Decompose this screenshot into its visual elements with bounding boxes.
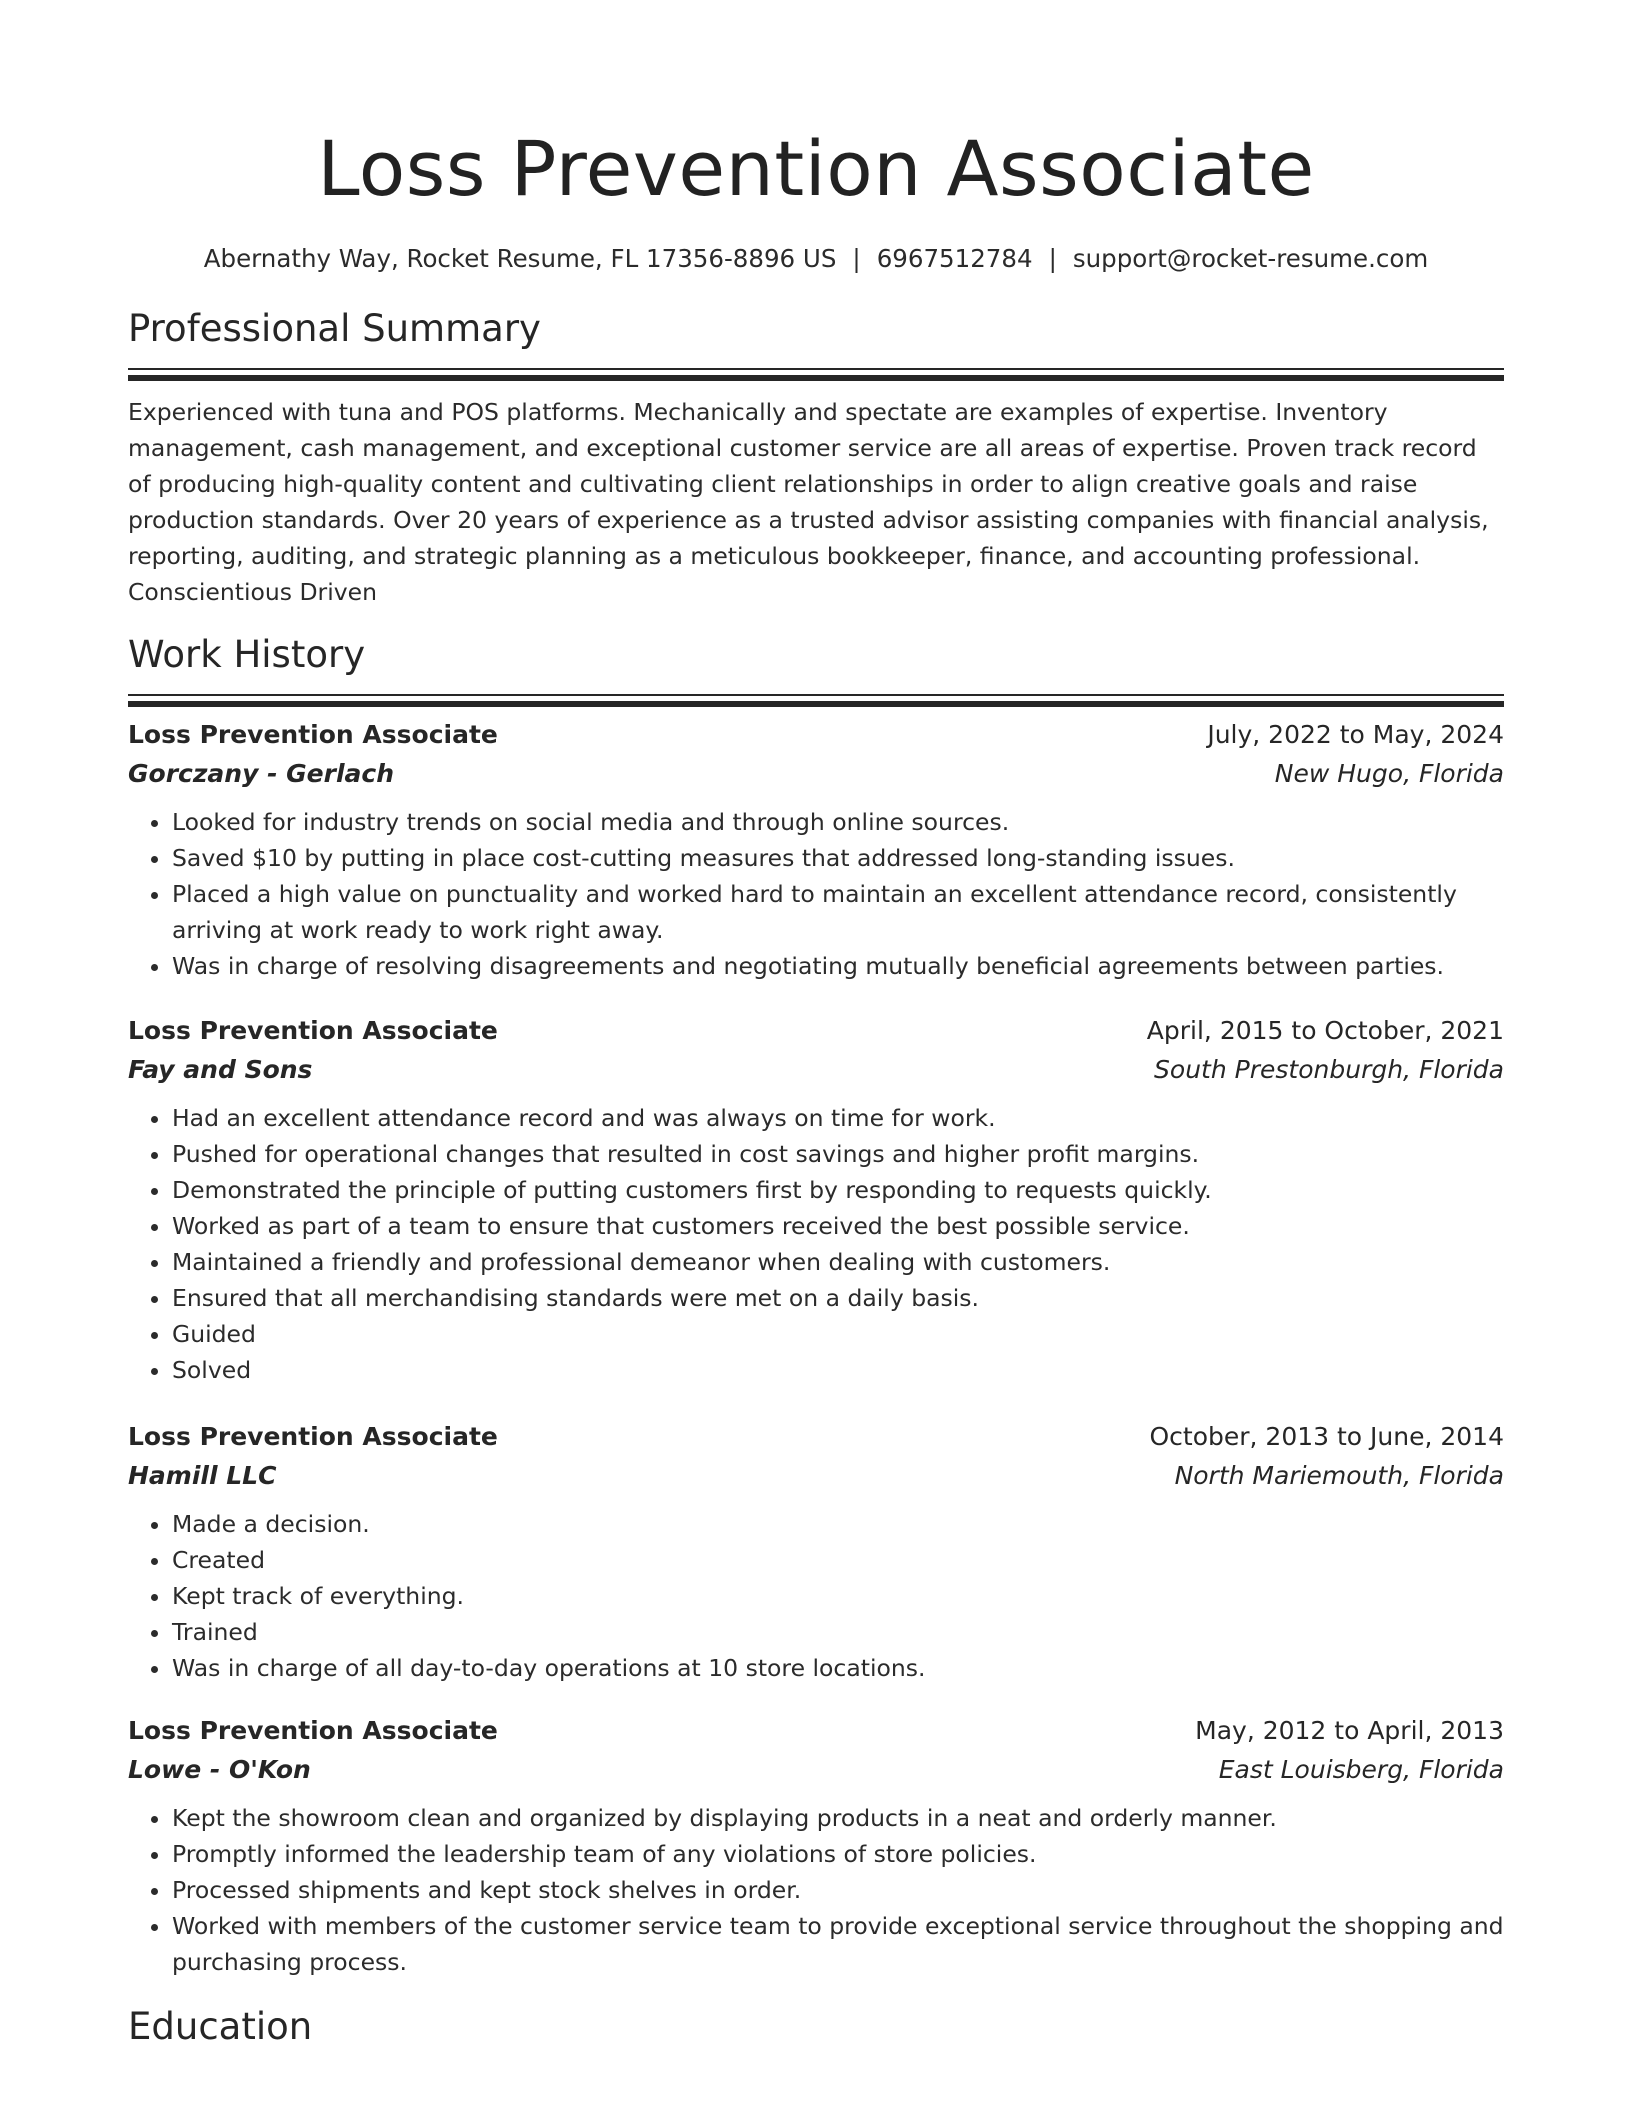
list-item: • Worked with members of the customer service team to provide exceptional service throughout the shopping and purchasing process. — [172, 1908, 1504, 1980]
list-item: • Kept track of everything. — [172, 1578, 1504, 1614]
job-header-row — [128, 716, 1504, 754]
summary-text: Experienced with tuna and POS platforms. Mechanically and spectate are examples of expertise. Inventory management, cash management, and exceptional customer service are all areas of expertise. Proven track record of producing high-quality content and cultivating client relationships in order to align creative goals and raise production standards. Over 20 years of experience as a trusted advisor assisting companies with financial analysis, reporting, auditing, and strategic planning as a meticulous bookkeeper, finance, and accounting professional. Conscientious Driven — [128, 398, 1489, 606]
section-title-work-history: Work History — [128, 633, 366, 676]
job-company: Hamill LLC — [128, 1461, 277, 1490]
job-location: New Hugo, Florida — [1274, 759, 1504, 788]
job-location: North Mariemouth, Florida — [1174, 1461, 1504, 1490]
job-title: Loss Prevention Associate — [128, 1422, 498, 1451]
job-entry — [128, 1712, 1504, 1980]
list-item: • Promptly informed the leadership team of any violations of store policies. — [172, 1836, 1504, 1872]
job-bullets — [128, 1506, 1504, 1686]
list-item: • Worked as part of a team to ensure that customers received the best possible service. — [172, 1208, 1504, 1244]
section-title-summary: Professional Summary — [128, 307, 541, 350]
resume-name: Loss Prevention Associate — [317, 124, 1315, 213]
job-company-row — [128, 1050, 1504, 1090]
job-location: East Louisberg, Florida — [1218, 1755, 1504, 1784]
list-item: • Maintained a friendly and professional demeanor when dealing with customers. — [172, 1244, 1504, 1280]
contact-address: Abernathy Way, Rocket Resume, FL 17356-8896 US — [203, 244, 837, 273]
job-dates: October, 2013 to June, 2014 — [1149, 1422, 1504, 1451]
job-company-row — [128, 754, 1504, 794]
list-item: • Was in charge of all day-to-day operations at 10 store locations. — [172, 1650, 1504, 1686]
section-title-education: Education — [128, 2005, 313, 2048]
job-company: Fay and Sons — [128, 1055, 313, 1084]
work-history-section — [128, 630, 1504, 1980]
job-title: Loss Prevention Associate — [128, 1016, 498, 1045]
job-company-row — [128, 1750, 1504, 1790]
job-header-row — [128, 1418, 1504, 1456]
job-bullets — [128, 1800, 1504, 1980]
list-item: • Trained — [172, 1614, 1504, 1650]
job-title: Loss Prevention Associate — [128, 720, 498, 749]
job-header-row — [128, 1012, 1504, 1050]
list-item: • Saved $10 by putting in place cost-cutting measures that addressed long-standing issues. — [172, 840, 1504, 876]
section-divider — [128, 368, 1504, 382]
job-entry — [128, 1012, 1504, 1388]
list-item: • Guided — [172, 1316, 1504, 1352]
job-bullets — [128, 1100, 1504, 1388]
contact-phone: 6967512784 — [876, 244, 1033, 273]
job-location: South Prestonburgh, Florida — [1154, 1055, 1504, 1084]
list-item: • Made a decision. — [172, 1506, 1504, 1542]
list-item: • Solved — [172, 1352, 1504, 1388]
contact-line — [128, 242, 1504, 276]
list-item: • Placed a high value on punctuality and worked hard to maintain an excellent attendance record, consistently arriving at work ready to work right away. — [172, 876, 1504, 948]
contact-separator: | — [1048, 244, 1057, 273]
list-item: • Was in charge of resolving disagreements and negotiating mutually beneficial agreements between parties. — [172, 948, 1504, 984]
section-divider — [128, 694, 1504, 708]
list-item: • Created — [172, 1542, 1504, 1578]
job-dates: May, 2012 to April, 2013 — [1195, 1716, 1504, 1745]
job-company: Gorczany - Gerlach — [128, 759, 395, 788]
job-dates: April, 2015 to October, 2021 — [1146, 1016, 1504, 1045]
job-entry — [128, 716, 1504, 984]
job-dates: July, 2022 to May, 2024 — [1207, 720, 1504, 749]
list-item: • Looked for industry trends on social media and through online sources. — [172, 804, 1504, 840]
contact-email: support@rocket-resume.com — [1072, 244, 1429, 273]
job-title: Loss Prevention Associate — [128, 1716, 498, 1745]
summary-section — [128, 304, 1504, 610]
list-item: • Pushed for operational changes that resulted in cost savings and higher profit margins. — [172, 1136, 1504, 1172]
job-bullets — [128, 804, 1504, 984]
education-section — [128, 2002, 1504, 2052]
job-company-row — [128, 1456, 1504, 1496]
list-item: • Had an excellent attendance record and was always on time for work. — [172, 1100, 1504, 1136]
job-header-row — [128, 1712, 1504, 1750]
job-company: Lowe - O'Kon — [128, 1755, 311, 1784]
job-entry — [128, 1418, 1504, 1686]
list-item: • Demonstrated the principle of putting customers first by responding to requests quickly. — [172, 1172, 1504, 1208]
contact-separator: | — [852, 244, 861, 273]
list-item: • Processed shipments and kept stock shelves in order. — [172, 1872, 1504, 1908]
list-item: • Ensured that all merchandising standards were met on a daily basis. — [172, 1280, 1504, 1316]
list-item: • Kept the showroom clean and organized by displaying products in a neat and orderly manner. — [172, 1800, 1504, 1836]
